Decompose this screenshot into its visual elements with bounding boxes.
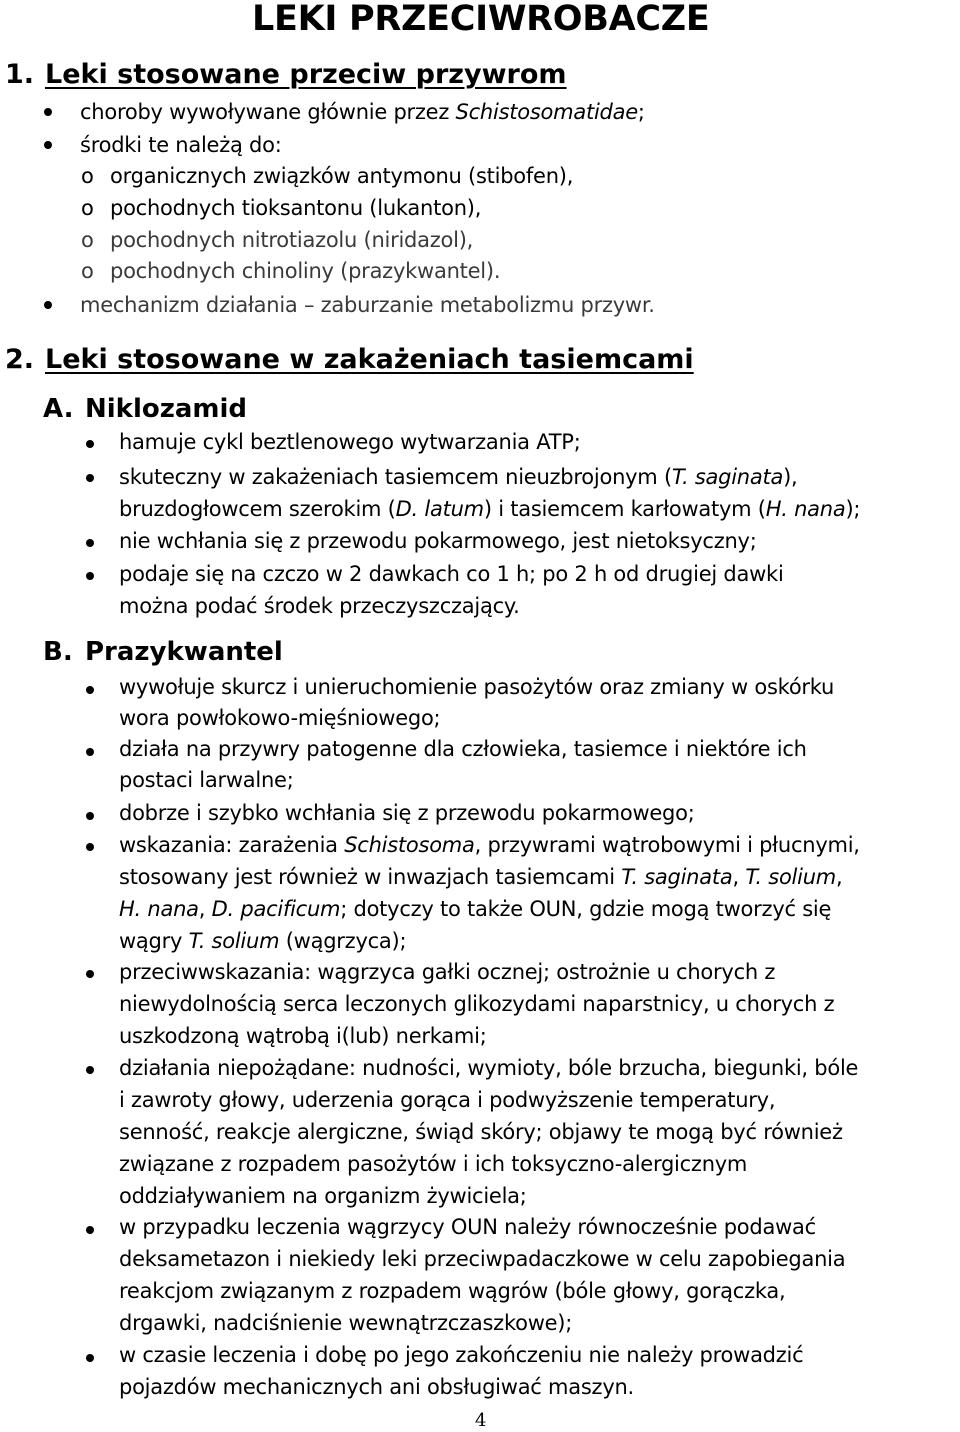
b-bullet-7-line-1: w przypadku leczenia wągrzycy OUN należy równocześnie podawać bbox=[119, 1215, 816, 1239]
b-bullet-6-line-5: oddziaływaniem na organizm żywiciela; bbox=[119, 1184, 527, 1208]
bullet-icon bbox=[86, 572, 94, 580]
bullet-icon bbox=[86, 812, 94, 820]
bullet-icon bbox=[86, 1354, 94, 1362]
b-bullet-8-line-1: w czasie leczenia i dobę po jego zakończeniu nie należy prowadzić bbox=[119, 1343, 804, 1367]
b-bullet-5-line-2: niewydolnością serca leczonych glikozydami naparstnicy, u chorych z bbox=[119, 992, 835, 1016]
bullet-icon bbox=[86, 1226, 94, 1234]
bullet-icon bbox=[44, 141, 52, 149]
bullet-icon bbox=[86, 539, 94, 547]
a-bullet-2-line-2: bruzdogłowcem szerokim (D. latum) i tasiemcem karłowatym (H. nana); bbox=[119, 497, 861, 521]
b-bullet-6-line-2: i zawroty głowy, uderzenia gorąca i podwyższenie temperatury, bbox=[119, 1088, 776, 1112]
page-number: 4 bbox=[475, 1410, 487, 1431]
b-bullet-3: dobrze i szybko wchłania się z przewodu pokarmowego; bbox=[119, 801, 695, 825]
b-bullet-8-line-2: pojazdów mechanicznych ani obsługiwać maszyn. bbox=[119, 1375, 634, 1399]
b-bullet-6-line-4: związane z rozpadem pasożytów i ich toksyczno-alergicznym bbox=[119, 1152, 748, 1176]
sub-marker: o bbox=[81, 196, 94, 220]
document-title: LEKI PRZECIWROBACZE bbox=[252, 0, 710, 39]
bullet-icon bbox=[86, 748, 94, 756]
subsection-a-heading bbox=[43, 393, 247, 425]
b-bullet-7-line-3: reakcjom związanym z rozpadem wągrów (bóle głowy, gorączka, bbox=[119, 1279, 786, 1303]
s1-sub-3: pochodnych nitrotiazolu (niridazol), bbox=[110, 228, 474, 252]
bullet-icon bbox=[44, 108, 52, 116]
section-2-heading bbox=[5, 343, 694, 377]
b-bullet-4-line-1: wskazania: zarażenia Schistosoma, przywrami wątrobowymi i płucnymi, bbox=[119, 833, 860, 857]
b-bullet-4-line-2: stosowany jest również w inwazjach tasiemcami T. saginata, T. solium, bbox=[119, 865, 843, 889]
bullet-icon bbox=[86, 440, 94, 448]
subsection-a-title: Niklozamid bbox=[85, 394, 248, 424]
section-2-title: Leki stosowane w zakażeniach tasiemcami bbox=[45, 344, 694, 375]
b-bullet-7-line-2: deksametazon i niekiedy leki przeciwpadaczkowe w celu zapobiegania bbox=[119, 1247, 846, 1271]
bullet-icon bbox=[86, 686, 94, 694]
b-bullet-7-line-4: drgawki, nadciśnienie wewnątrzczaszkowe); bbox=[119, 1311, 573, 1335]
s1-sub-1: organicznych związków antymonu (stibofen), bbox=[110, 164, 574, 188]
bullet-icon bbox=[86, 970, 94, 978]
s1-sub-4: pochodnych chinoliny (prazykwantel). bbox=[110, 259, 501, 283]
s1-bullet-2: środki te należą do: bbox=[80, 133, 282, 157]
section-2-number: 2. bbox=[5, 344, 35, 375]
b-bullet-1-line-1: wywołuje skurcz i unieruchomienie pasożytów oraz zmiany w oskórku bbox=[119, 675, 835, 699]
subsection-b-label: B. bbox=[43, 637, 73, 667]
s1-bullet-1: choroby wywoływane głównie przez Schistosomatidae; bbox=[80, 100, 645, 124]
bullet-icon bbox=[86, 474, 94, 482]
bullet-icon bbox=[44, 301, 52, 309]
subsection-b-heading bbox=[43, 636, 283, 668]
s1-bullet-3: mechanizm działania – zaburzanie metabolizmu przywr. bbox=[80, 293, 655, 317]
bullet-icon bbox=[86, 843, 94, 851]
b-bullet-5-line-1: przeciwwskazania: wągrzyca gałki ocznej; ostrożnie u chorych z bbox=[119, 960, 776, 984]
section-1-heading bbox=[5, 58, 567, 92]
section-1-number: 1. bbox=[5, 59, 35, 90]
s1-sub-2: pochodnych tioksantonu (lukanton), bbox=[110, 196, 482, 220]
b-bullet-6-line-1: działania niepożądane: nudności, wymioty, bóle brzucha, biegunki, bóle bbox=[119, 1056, 859, 1080]
a-bullet-2-line-1: skuteczny w zakażeniach tasiemcem nieuzbrojonym (T. saginata), bbox=[119, 465, 798, 489]
a-bullet-1: hamuje cykl beztlenowego wytwarzania ATP; bbox=[119, 430, 581, 454]
b-bullet-1-line-2: wora powłokowo-mięśniowego; bbox=[119, 706, 441, 730]
b-bullet-5-line-3: uszkodzoną wątrobą i(lub) nerkami; bbox=[119, 1024, 487, 1048]
a-bullet-3: nie wchłania się z przewodu pokarmowego, jest nietoksyczny; bbox=[119, 529, 757, 553]
b-bullet-4-line-4: wągry T. solium (wągrzyca); bbox=[119, 929, 407, 953]
subsection-b-title: Prazykwantel bbox=[85, 637, 283, 667]
b-bullet-4-line-3: H. nana, D. pacificum; dotyczy to także OUN, gdzie mogą tworzyć się bbox=[119, 897, 832, 921]
subsection-a-label: A. bbox=[43, 394, 74, 424]
b-bullet-2-line-1: działa na przywry patogenne dla człowieka, tasiemce i niektóre ich bbox=[119, 737, 807, 761]
a-bullet-4-line-2: można podać środek przeczyszczający. bbox=[119, 594, 520, 618]
a-bullet-4-line-1: podaje się na czczo w 2 dawkach co 1 h; po 2 h od drugiej dawki bbox=[119, 562, 784, 586]
bullet-icon bbox=[86, 1066, 94, 1074]
b-bullet-6-line-3: senność, reakcje alergiczne, świąd skóry; objawy te mogą być również bbox=[119, 1120, 843, 1144]
sub-marker: o bbox=[81, 259, 94, 283]
b-bullet-2-line-2: postaci larwalne; bbox=[119, 768, 294, 792]
sub-marker: o bbox=[81, 228, 94, 252]
section-1-title: Leki stosowane przeciw przywrom bbox=[45, 59, 567, 90]
sub-marker: o bbox=[81, 164, 94, 188]
